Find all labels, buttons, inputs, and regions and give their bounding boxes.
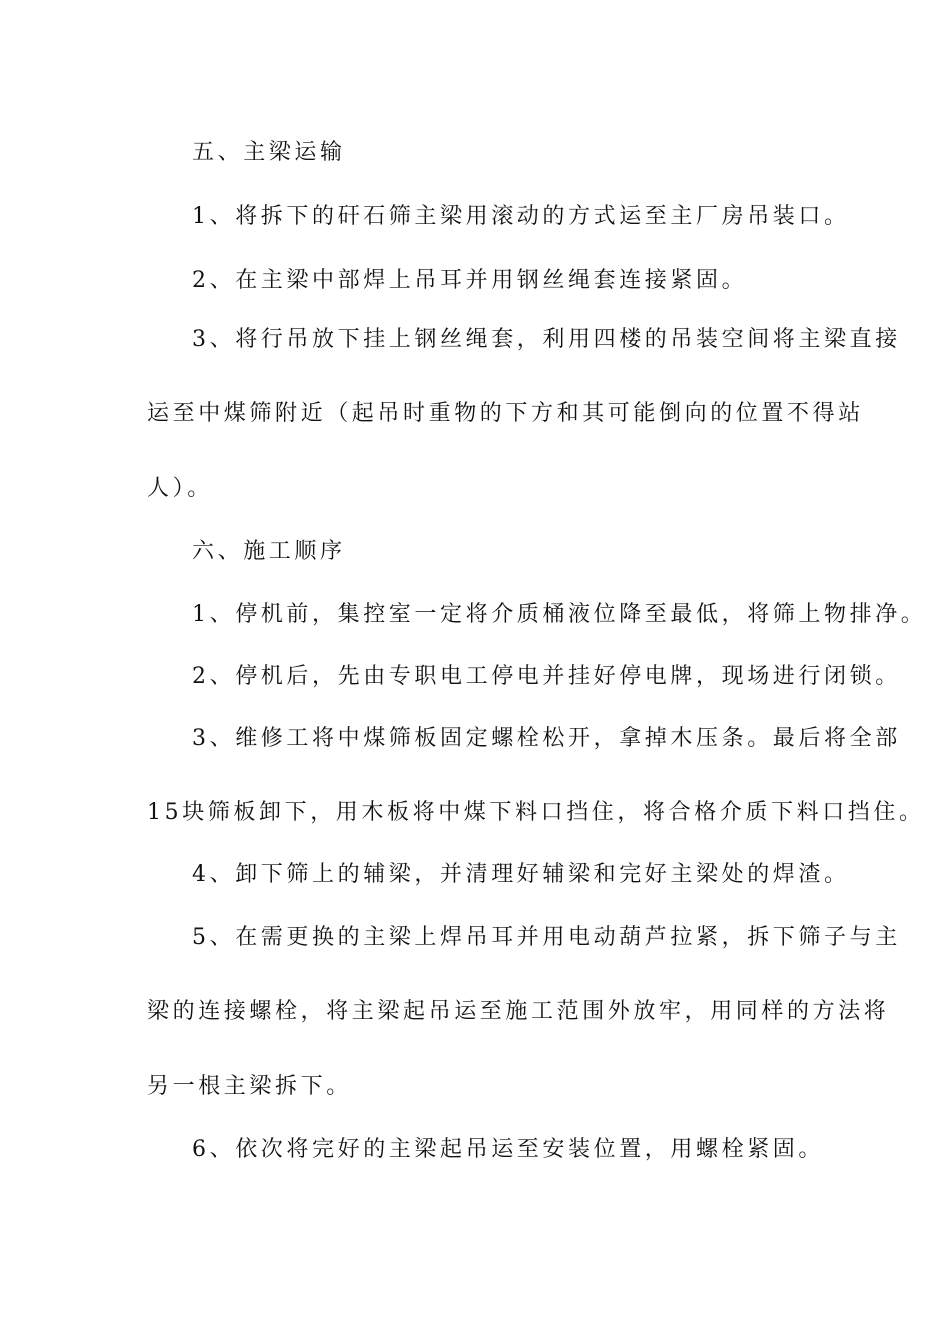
paragraph-line: 2、在主梁中部焊上吊耳并用钢丝绳套连接紧固。 bbox=[192, 268, 748, 293]
paragraph-line: 15块筛板卸下，用木板将中煤下料口挡住，将合格介质下料口挡住。 bbox=[147, 800, 925, 825]
paragraph-line: 运至中煤筛附近（起吊时重物的下方和其可能倒向的位置不得站 bbox=[147, 401, 864, 426]
paragraph-line: 另一根主梁拆下。 bbox=[147, 1074, 352, 1099]
paragraph-line: 1、停机前，集控室一定将介质桶液位降至最低，将筛上物排净。 bbox=[192, 602, 927, 627]
paragraph-line: 5、在需更换的主梁上焊吊耳并用电动葫芦拉紧，拆下筛子与主 bbox=[192, 925, 901, 950]
paragraph-line: 3、维修工将中煤筛板固定螺栓松开，拿掉木压条。最后将全部 bbox=[192, 726, 901, 751]
paragraph-line: 梁的连接螺栓，将主梁起吊运至施工范围外放牢，用同样的方法将 bbox=[147, 999, 890, 1024]
paragraph-line: 1、将拆下的矸石筛主梁用滚动的方式运至主厂房吊装口。 bbox=[192, 204, 850, 229]
section-heading-construction-sequence: 六、施工顺序 bbox=[192, 539, 346, 564]
paragraph-line: 6、依次将完好的主梁起吊运至安装位置，用螺栓紧固。 bbox=[192, 1137, 824, 1162]
section-heading-main-beam-transport: 五、主梁运输 bbox=[192, 140, 346, 165]
paragraph-line: 2、停机后，先由专职电工停电并挂好停电牌，现场进行闭锁。 bbox=[192, 664, 901, 689]
paragraph-line: 人）。 bbox=[147, 476, 213, 501]
paragraph-line: 3、将行吊放下挂上钢丝绳套，利用四楼的吊装空间将主梁直接 bbox=[192, 327, 901, 352]
paragraph-line: 4、卸下筛上的辅梁，并清理好辅梁和完好主梁处的焊渣。 bbox=[192, 862, 850, 887]
